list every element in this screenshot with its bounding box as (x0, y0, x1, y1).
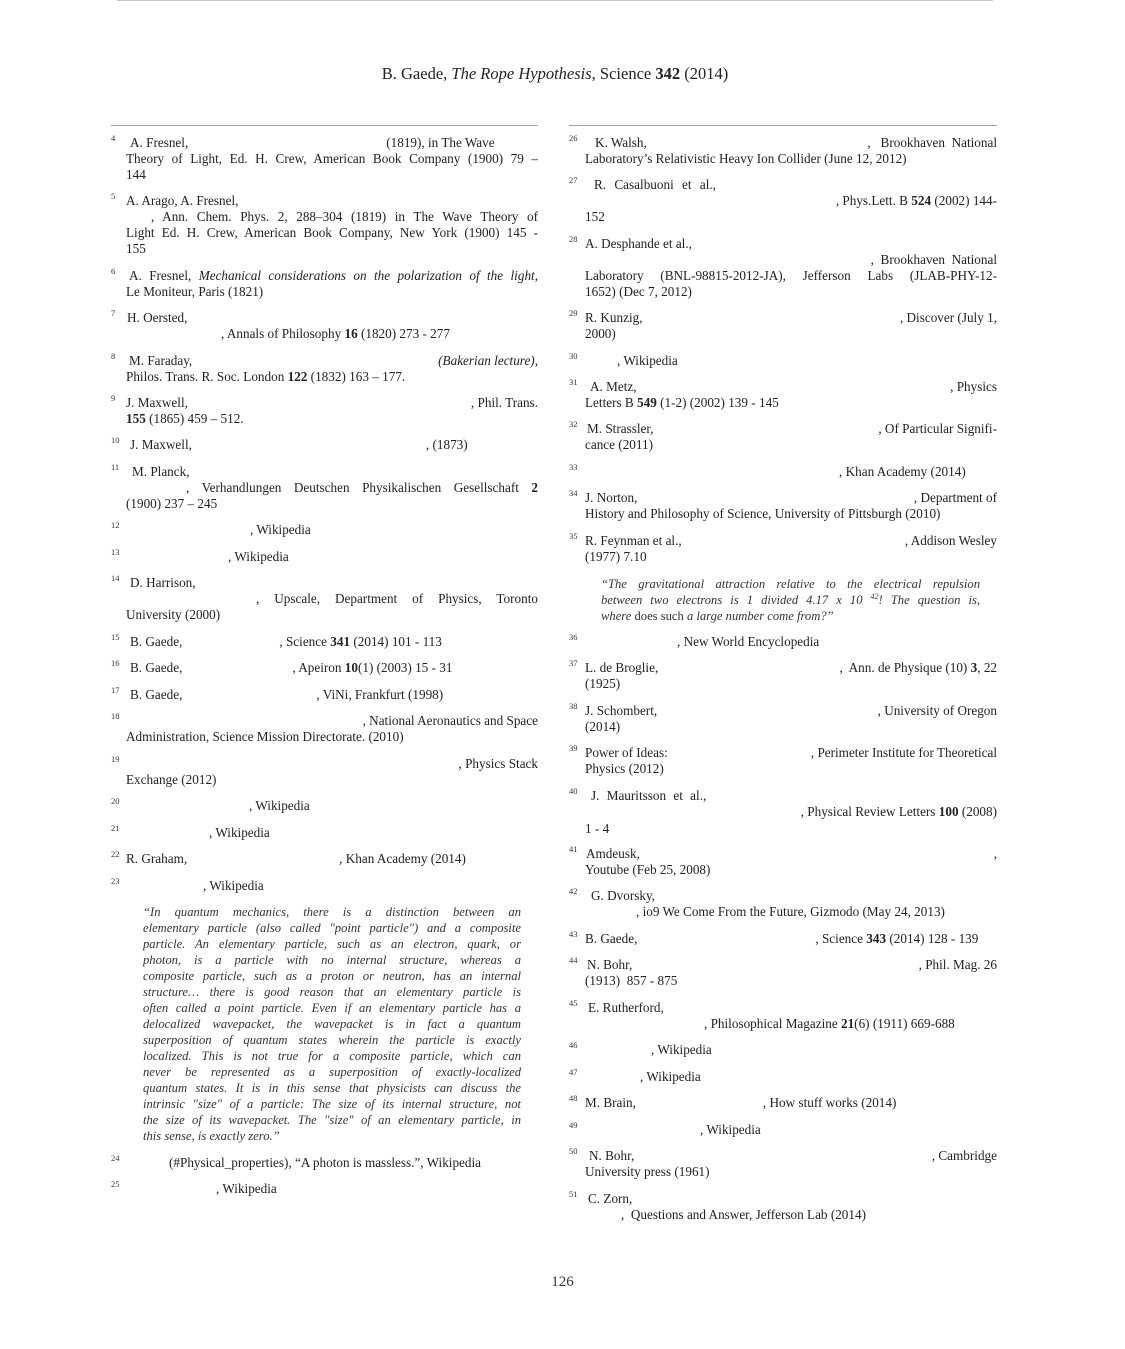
reference-21 (111, 825, 538, 841)
ref-text: 1 - 4 (585, 821, 610, 836)
reference-20 (111, 798, 538, 814)
ref-number: 29 (569, 308, 578, 318)
ref-number: 9 (111, 393, 116, 403)
reference-11 (111, 464, 538, 512)
quote-line: intrinsic "size" of a particle: The size of its internal structure, not (143, 1097, 521, 1111)
ref-text: J. Norton, (585, 490, 638, 505)
ref-number: 33 (569, 462, 578, 472)
ref-text: 152 (585, 209, 605, 224)
reference-23 (111, 878, 538, 894)
reference-31 (569, 379, 997, 411)
reference-48 (569, 1095, 997, 1111)
ref-text: A. Fresnel, (129, 268, 199, 283)
reference-12 (111, 522, 538, 538)
ref-number: 30 (569, 351, 578, 361)
reference-42 (569, 888, 997, 920)
ref-number: 11 (111, 462, 120, 472)
reference-25 (111, 1181, 538, 1197)
ref-volume: 549 (637, 395, 657, 410)
ref-text: J. Mauritsson et al., (591, 788, 707, 803)
ref-text: , (993, 846, 997, 861)
ref-text: , Wikipedia (617, 353, 678, 368)
ref-text: , Science (815, 931, 867, 946)
ref-number: 12 (111, 520, 120, 530)
reference-40 (569, 788, 997, 837)
ref-text: 144 (126, 167, 146, 182)
ref-text: University (2000) (126, 607, 221, 622)
ref-text: , Wikipedia (651, 1042, 712, 1057)
ref-text: (1832) 163 – 177. (307, 369, 406, 384)
ref-number: 6 (111, 266, 116, 276)
reference-44 (569, 957, 997, 989)
ref-volume: 122 (287, 369, 308, 384)
ref-volume: 343 (866, 931, 887, 946)
ref-text: , 22 (977, 660, 997, 675)
right-column-rule (569, 125, 997, 126)
ref-text: 1652) (Dec 7, 2012) (585, 284, 692, 299)
header-volume: 342 (655, 64, 681, 83)
ref-text: , io9 We Come From the Future, Gizmodo (May 24, 2013) (636, 904, 945, 919)
ref-number: 42 (569, 886, 578, 896)
ref-number: 41 (569, 844, 578, 854)
reference-32 (569, 421, 997, 453)
ref-text: Theory of Light, Ed. H. Crew, American Book Company (1900) 79 – (126, 151, 538, 166)
quote-line: between two electrons is 1 divided 4.17 x 10 (601, 593, 871, 607)
ref-number: 47 (569, 1067, 578, 1077)
reference-15 (111, 634, 538, 650)
ref-text: Youtube (Feb 25, 2008) (585, 862, 711, 877)
ref-text: , Khan Academy (2014) (839, 464, 966, 479)
ref-number: 4 (111, 133, 116, 143)
ref-text: (1900) 237 – 245 (126, 496, 218, 511)
ref-number: 36 (569, 632, 578, 642)
ref-number: 20 (111, 796, 120, 806)
ref-number: 46 (569, 1040, 578, 1050)
reference-16 (111, 660, 538, 676)
quote-line: structure… there is good reason that an elementary particle is (143, 985, 521, 999)
ref-text: C. Zorn, (588, 1191, 633, 1206)
quote-line: never be represented as a superposition of exactly-localized (143, 1065, 521, 1079)
ref-text: (1) (2003) 15 - 31 (357, 660, 453, 675)
ref-text: A. Desphande et al., (585, 236, 692, 251)
ref-text: , University of Oregon (877, 703, 997, 718)
ref-text: University press (1961) (585, 1164, 710, 1179)
ref-text: H. Oersted, (127, 310, 188, 325)
quote-line: a large number come from?” (683, 609, 834, 623)
ref-text: , Brookhaven National (867, 135, 997, 150)
header-author: B. Gaede, (381, 64, 452, 83)
ref-text: R. Feynman et al., (585, 533, 682, 548)
ref-text: K. Walsh, (595, 135, 647, 150)
ref-text: 155 (126, 241, 146, 256)
ref-text: , Discover (July 1, (899, 310, 997, 325)
ref-number: 14 (111, 573, 120, 583)
quote-line: quantum states. It is in this sense that physicists can discuss the (143, 1081, 521, 1095)
reference-8 (111, 353, 538, 385)
ref-text: (2014) 128 - 139 (886, 931, 979, 946)
quote-line: “The gravitational attraction relative to the electrical repulsion (601, 577, 980, 591)
ref-number: 16 (111, 658, 120, 668)
left-column-rule (111, 125, 538, 126)
reference-30 (569, 353, 997, 369)
ref-text: E. Rutherford, (588, 1000, 664, 1015)
ref-number: 40 (569, 786, 578, 796)
ref-text: Physics (2012) (585, 761, 664, 776)
ref-number: 23 (111, 876, 120, 886)
header-title: The Rope Hypothesis (451, 64, 592, 83)
ref-text: N. Bohr, (587, 957, 633, 972)
ref-number: 37 (569, 658, 578, 668)
ref-text: M. Faraday, (129, 353, 193, 368)
ref-text: Power of Ideas: (585, 745, 668, 760)
ref-number: 26 (569, 133, 578, 143)
ref-text: (1865) 459 – 512. (145, 411, 244, 426)
ref-text: , Phys.Lett. B (835, 193, 912, 208)
ref-number: 51 (569, 1189, 578, 1199)
ref-text: , Ann. de Physique (10) (839, 660, 971, 675)
quote-line: photon, is a particle with no internal structure, whereas a (143, 953, 521, 967)
ref-text: Amdeusk, (586, 846, 640, 861)
ref-text: (#Physical_properties), “A photon is massless.”, Wikipedia (169, 1155, 482, 1170)
reference-51 (569, 1191, 997, 1223)
ref-text: (2014) 101 - 113 (350, 634, 442, 649)
ref-number: 35 (569, 531, 578, 541)
ref-text: Laboratory’s Relativistic Heavy Ion Collider (June 12, 2012) (585, 151, 907, 166)
quote-line: composite particle, such as a proton or neutron, has an internal (143, 969, 521, 983)
ref-text: N. Bohr, (589, 1148, 635, 1163)
quote-block-left (143, 904, 521, 1144)
ref-text: , Wikipedia (209, 825, 270, 840)
ref-text: 2000) (585, 326, 616, 341)
ref-number: 19 (111, 754, 120, 764)
ref-text: M. Strassler, (587, 421, 654, 436)
ref-number: 38 (569, 701, 578, 711)
ref-text: , Cambridge (931, 1148, 997, 1163)
ref-text: History and Philosophy of Science, University of Pittsburgh (2010) (585, 506, 941, 521)
reference-7 (111, 310, 538, 342)
ref-text: , Upscale, Department of Physics, Toronto (256, 591, 538, 606)
ref-volume: 155 (126, 411, 146, 426)
ref-volume: 21 (840, 1016, 855, 1031)
ref-number: 34 (569, 488, 578, 498)
ref-text: , Questions and Answer, Jefferson Lab (2014) (621, 1207, 866, 1222)
reference-33 (569, 464, 997, 480)
ref-number: 21 (111, 823, 120, 833)
ref-text: R. Casalbuoni et al., (594, 177, 716, 192)
ref-title: Mechanical considerations on the polarization of the light, (198, 268, 538, 283)
ref-text: , Phil. Trans. (470, 395, 538, 410)
ref-text: , Physics (950, 379, 997, 394)
reference-37 (569, 660, 997, 692)
ref-volume: 16 (344, 326, 358, 341)
reference-14 (111, 575, 538, 623)
quote-line: the size of its wavepacket. The "size" of an elementary particle, in (143, 1113, 521, 1127)
ref-text: Exchange (2012) (126, 772, 217, 787)
ref-text: (1-2) (2002) 139 - 145 (656, 395, 779, 410)
ref-text: M. Planck, (132, 464, 190, 479)
ref-text: Administration, Science Mission Directorate. (2010) (126, 729, 404, 744)
reference-5 (111, 193, 538, 257)
ref-volume: 10 (344, 660, 358, 675)
reference-17 (111, 687, 538, 703)
ref-text: , (1873) (425, 437, 468, 452)
quote-block-right (601, 576, 980, 624)
reference-10 (111, 437, 538, 453)
reference-34 (569, 490, 997, 522)
reference-9 (111, 395, 538, 427)
reference-29 (569, 310, 997, 342)
ref-text: , National Aeronautics and Space (362, 713, 538, 728)
ref-number: 50 (569, 1146, 578, 1156)
ref-text: , Science (279, 634, 331, 649)
ref-text: , Apeiron (292, 660, 345, 675)
ref-volume: 100 (938, 804, 959, 819)
ref-text: Light Ed. H. Crew, American Book Company, New York (1900) 145 - (126, 225, 538, 240)
ref-text: , Wikipedia (700, 1122, 761, 1137)
ref-text: J. Schombert, (585, 703, 658, 718)
ref-text: , Khan Academy (2014) (339, 851, 466, 866)
ref-text: R. Graham, (126, 851, 188, 866)
ref-number: 17 (111, 685, 120, 695)
ref-text: R. Kunzig, (585, 310, 643, 325)
quote-line: ! The question is, (878, 593, 980, 607)
reference-22 (111, 851, 538, 867)
reference-49 (569, 1122, 997, 1138)
reference-36 (569, 634, 997, 650)
reference-28 (569, 236, 997, 300)
ref-text: G. Dvorsky, (591, 888, 655, 903)
ref-number: 31 (569, 377, 578, 387)
reference-35 (569, 533, 997, 565)
header-journal: , Science (591, 64, 656, 83)
reference-45 (569, 1000, 997, 1032)
reference-13 (111, 549, 538, 565)
top-rule (117, 0, 993, 1)
running-header (0, 64, 1110, 84)
reference-46 (569, 1042, 997, 1058)
reference-41 (569, 846, 997, 878)
ref-text: , Physical Review Letters (800, 804, 939, 819)
ref-number: 15 (111, 632, 120, 642)
ref-text: cance (2011) (585, 437, 653, 452)
ref-text: , Phil. Mag. 26 (918, 957, 997, 972)
reference-50 (569, 1148, 997, 1180)
reference-26 (569, 135, 997, 167)
quote-line: often called a point particle. Even if an elementary particle has a (143, 1001, 521, 1015)
ref-number: 24 (111, 1153, 120, 1163)
ref-volume: 524 (911, 193, 932, 208)
ref-text: , Verhandlungen Deutschen Physikalischen Gesellschaft (186, 480, 532, 495)
ref-text: L. de Broglie, (585, 660, 659, 675)
quote-line: does such (634, 609, 684, 623)
reference-47 (569, 1069, 997, 1085)
quote-line: superposition of quantum states wherein the particle is exactly (143, 1033, 521, 1047)
ref-number: 18 (111, 711, 120, 721)
ref-number: 25 (111, 1179, 120, 1189)
quote-line: this sense, is exactly zero.” (143, 1129, 280, 1143)
reference-27 (569, 177, 997, 225)
ref-text: (2008) (958, 804, 997, 819)
ref-text: , Wikipedia (640, 1069, 701, 1084)
reference-4 (111, 135, 538, 183)
ref-text: (Bakerian lecture), (438, 353, 538, 368)
ref-text: D. Harrison, (130, 575, 196, 590)
ref-number: 5 (111, 191, 116, 201)
ref-text: A. Metz, (590, 379, 637, 394)
ref-text: Letters B (585, 395, 638, 410)
ref-text: , Brookhaven National (870, 252, 997, 267)
ref-text: , Of Particular Signifi- (878, 421, 997, 436)
ref-text: Le Moniteur, Paris (1821) (126, 284, 264, 299)
quote-line: localized. This is not true for a composite particle, which can (143, 1049, 521, 1063)
ref-text: A. Fresnel, (130, 135, 189, 150)
quote-line: “In quantum mechanics, there is a distinction between an (143, 905, 521, 919)
ref-volume: 3 (970, 660, 978, 675)
ref-number: 32 (569, 419, 578, 429)
ref-text: , Physics Stack (458, 756, 538, 771)
ref-number: 8 (111, 351, 116, 361)
reference-6 (111, 268, 538, 300)
ref-text: , Wikipedia (249, 798, 310, 813)
ref-text: , Wikipedia (250, 522, 311, 537)
ref-text: , Annals of Philosophy (221, 326, 345, 341)
ref-text: (1820) 273 - 277 (357, 326, 450, 341)
ref-number: 13 (111, 547, 120, 557)
ref-text: A. Arago, A. Fresnel, (126, 193, 239, 208)
reference-38 (569, 703, 997, 735)
ref-text: , Wikipedia (216, 1181, 277, 1196)
ref-text: Laboratory (BNL-98815-2012-JA), Jefferson Labs (JLAB-PHY-12- (585, 268, 997, 283)
ref-text: , New World Encyclopedia (677, 634, 820, 649)
ref-volume: 2 (531, 480, 538, 495)
ref-text: (2002) 144- (931, 193, 997, 208)
quote-line: where (601, 609, 635, 623)
ref-number: 49 (569, 1120, 578, 1130)
ref-text: (1925) (585, 676, 621, 691)
header-year: (2014) (680, 64, 729, 83)
ref-number: 10 (111, 435, 120, 445)
ref-text: M. Brain, (585, 1095, 636, 1110)
reference-39 (569, 745, 997, 777)
ref-text: Philos. Trans. R. Soc. London (126, 369, 288, 384)
ref-text: , Department of (913, 490, 997, 505)
ref-text: , Ann. Chem. Phys. 2, 288–304 (1819) in The Wave Theory of (151, 209, 538, 224)
ref-text: B. Gaede, (130, 660, 183, 675)
ref-text: (2014) (585, 719, 621, 734)
ref-text: , Addison Wesley (904, 533, 997, 548)
quote-exponent: 42 (870, 591, 879, 601)
ref-text: B. Gaede, (130, 687, 183, 702)
ref-text: (1819), in The Wave (386, 135, 495, 150)
ref-number: 27 (569, 175, 578, 185)
quote-line: particle. An elementary particle, such as an electron, quark, or (143, 937, 521, 951)
page-number: 126 (551, 1274, 574, 1290)
ref-number: 22 (111, 849, 120, 859)
ref-number: 43 (569, 929, 578, 939)
quote-line: delocalized wavepacket, the wavepacket is in fact a quantum (143, 1017, 521, 1031)
reference-19 (111, 756, 538, 788)
ref-text: J. Maxwell, (126, 395, 188, 410)
ref-text: , Wikipedia (203, 878, 264, 893)
reference-24 (111, 1155, 538, 1171)
ref-text: (6) (1911) 669-688 (854, 1016, 955, 1031)
ref-text: , Philosophical Magazine (704, 1016, 841, 1031)
ref-number: 7 (111, 308, 116, 318)
ref-number: 44 (569, 955, 578, 965)
reference-18 (111, 713, 538, 745)
ref-text: , How stuff works (2014) (762, 1095, 897, 1110)
quote-line: elementary particle (also called "point particle") and a composite (143, 921, 521, 935)
ref-text: , Perimeter Institute for Theoretical (810, 745, 997, 760)
ref-number: 48 (569, 1093, 578, 1103)
ref-text: (1913) 857 - 875 (585, 973, 678, 988)
ref-number: 39 (569, 743, 578, 753)
ref-text: , ViNi, Frankfurt (1998) (316, 687, 444, 702)
ref-volume: 341 (330, 634, 351, 649)
ref-text: J. Maxwell, (130, 437, 192, 452)
ref-number: 28 (569, 234, 578, 244)
ref-number: 45 (569, 998, 578, 1008)
reference-43 (569, 931, 997, 947)
ref-text: , Wikipedia (228, 549, 289, 564)
ref-text: (1977) 7.10 (585, 549, 647, 564)
ref-text: B. Gaede, (585, 931, 638, 946)
ref-text: B. Gaede, (130, 634, 183, 649)
